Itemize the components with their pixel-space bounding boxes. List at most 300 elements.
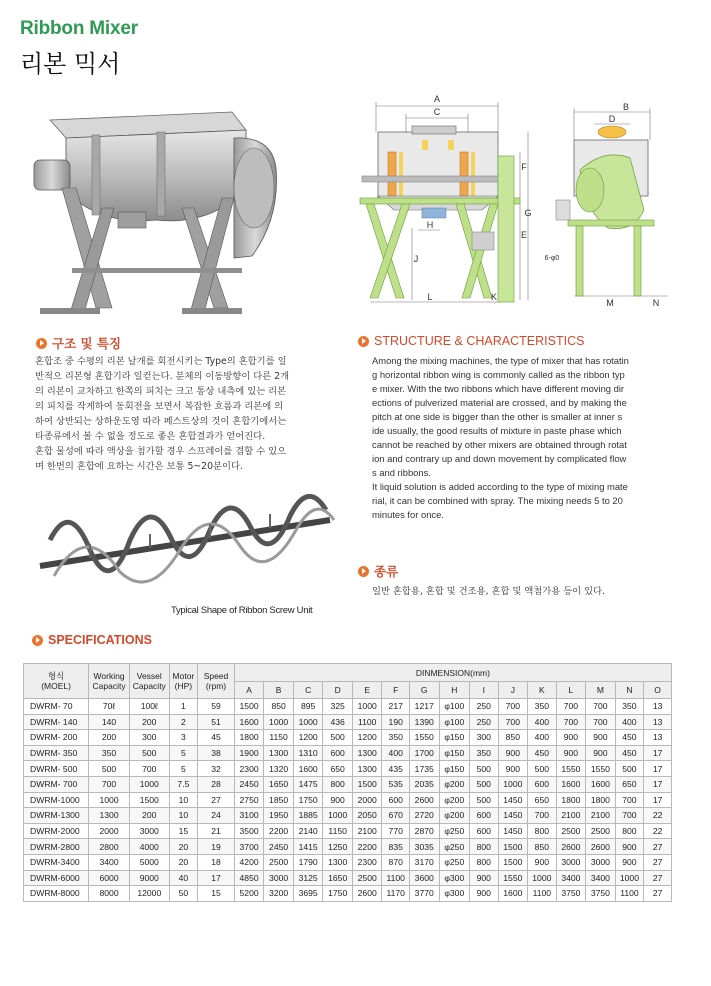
table-cell: 900 (556, 745, 586, 761)
table-cell: φ100 (439, 714, 470, 730)
table-cell: 27 (198, 792, 235, 808)
table-cell: 900 (586, 745, 616, 761)
text-line: 며 한번의 혼합에 요하는 시간은 보통 5~20분이다. (35, 461, 243, 472)
dim-label-d: D (608, 114, 616, 124)
table-cell: φ150 (439, 730, 470, 746)
table-cell: 700 (586, 714, 616, 730)
table-cell: 1600 (556, 776, 586, 792)
table-cell: 200 (89, 730, 130, 746)
table-cell: 1550 (409, 730, 439, 746)
table-cell: 900 (498, 761, 528, 777)
table-cell: 770 (382, 823, 410, 839)
text-line: e mixer. With the two ribbons which have different moving dir (372, 383, 625, 394)
table-row (24, 792, 672, 808)
table-cell: 2600 (409, 792, 439, 808)
section-bullet-icon (358, 336, 369, 347)
ribbon-mixer-photo (32, 108, 342, 320)
structure-ko-text (35, 354, 347, 474)
table-cell: 15 (198, 886, 235, 902)
section-title-text: STRUCTURE & CHARACTERISTICS (374, 334, 585, 348)
table-cell: 1450 (498, 792, 528, 808)
table-cell: 850 (264, 699, 294, 715)
dim-label-a: A (433, 94, 441, 104)
header-line: (MOEL) (41, 681, 71, 691)
table-cell: 850 (528, 839, 557, 855)
table-cell: 500 (470, 761, 499, 777)
text-line: 반적으 리본형 혼합기라 일컫는다. 분체의 이동방향이 다른 2개 (35, 371, 290, 382)
table-row (24, 730, 672, 746)
text-line: cannot be reached by other mixers are obtained through rotat (372, 439, 627, 450)
table-cell: 3000 (556, 854, 586, 870)
table-cell: 2600 (352, 886, 382, 902)
table-cell: 400 (382, 745, 410, 761)
table-cell: 700 (528, 808, 557, 824)
table-cell: 2000 (352, 792, 382, 808)
text-line: ion and contrary up and down movement by complicated flow (372, 453, 627, 464)
table-cell: 3700 (234, 839, 264, 855)
table-cell: 2500 (352, 870, 382, 886)
table-cell: 1000 (89, 792, 130, 808)
ribbon-screw-caption: Typical Shape of Ribbon Screw Unit (171, 605, 313, 616)
specifications-body (24, 699, 672, 902)
text-line: ide usually, the good results of mixture in paste phase which (372, 425, 622, 436)
table-cell: 1250 (323, 839, 353, 855)
table-cell: 1600 (234, 714, 264, 730)
table-cell: 100ℓ (129, 699, 169, 715)
table-cell: 900 (470, 886, 499, 902)
text-line: 타종류에서 볼 수 없을 정도로 좋은 혼합결과가 얻어진다. (35, 431, 266, 442)
text-line: 혼합 물성에 따라 액상을 첨가할 경우 스프레이를 겸할 수 있으 (35, 446, 287, 457)
section-title-specifications (32, 633, 152, 647)
header-line: Capacity (132, 681, 166, 691)
section-bullet-icon (32, 635, 43, 646)
table-cell: 5 (169, 745, 198, 761)
model-cell: DWRM- 700 (24, 776, 89, 792)
table-cell: 700 (615, 792, 644, 808)
table-cell: 1217 (409, 699, 439, 715)
col-header-dim-a: A (234, 682, 264, 699)
table-cell: 2450 (264, 839, 294, 855)
table-cell: 15 (169, 823, 198, 839)
table-cell: 900 (615, 854, 644, 870)
table-cell: 10 (169, 792, 198, 808)
structure-en-text (372, 354, 674, 522)
col-header-dim-j: J (498, 682, 528, 699)
table-cell: 1790 (293, 854, 323, 870)
table-cell: 500 (129, 745, 169, 761)
table-cell: 500 (470, 792, 499, 808)
table-cell: 3500 (234, 823, 264, 839)
table-cell: φ250 (439, 839, 470, 855)
table-cell: 1600 (586, 776, 616, 792)
types-text: 일반 혼합용, 혼합 및 건조용, 혼합 및 액첨가용 등이 있다. (372, 586, 606, 597)
table-cell: 300 (129, 730, 169, 746)
table-cell: 1500 (129, 792, 169, 808)
table-cell: 13 (644, 699, 672, 715)
table-cell: 1700 (409, 745, 439, 761)
table-cell: 2450 (234, 776, 264, 792)
table-cell: 3400 (556, 870, 586, 886)
col-header-speed (198, 664, 235, 699)
table-cell: 1000 (352, 699, 382, 715)
table-cell: 45 (198, 730, 235, 746)
table-cell: 325 (323, 699, 353, 715)
table-cell: 1000 (615, 870, 644, 886)
table-cell: 4000 (129, 839, 169, 855)
table-cell: 3000 (129, 823, 169, 839)
table-cell: 900 (528, 854, 557, 870)
table-cell: 17 (644, 792, 672, 808)
table-cell: 27 (644, 870, 672, 886)
col-header-dim-h: H (439, 682, 470, 699)
header-line: Vessel (136, 671, 162, 681)
table-cell: 500 (470, 776, 499, 792)
table-cell: 1150 (264, 730, 294, 746)
model-cell: DWRM-8000 (24, 886, 89, 902)
table-cell: 21 (198, 823, 235, 839)
table-cell: 3750 (586, 886, 616, 902)
text-line: s and ribbons. (372, 467, 431, 478)
table-cell: 700 (586, 699, 616, 715)
dim-label-bolt: 6-φ0 (544, 255, 560, 262)
table-cell: 1500 (352, 776, 382, 792)
model-cell: DWRM-2000 (24, 823, 89, 839)
table-cell: 2000 (89, 823, 130, 839)
table-cell: 1550 (498, 870, 528, 886)
table-cell: 450 (615, 730, 644, 746)
table-cell: 20 (169, 854, 198, 870)
page-title-ko: 리본 믹서 (20, 50, 121, 78)
table-cell: 3035 (409, 839, 439, 855)
table-cell: 10 (169, 808, 198, 824)
table-cell: 900 (586, 730, 616, 746)
table-cell: 12000 (129, 886, 169, 902)
table-cell: 4200 (234, 854, 264, 870)
table-cell: 5000 (129, 854, 169, 870)
table-cell: 700 (556, 714, 586, 730)
table-cell: 1000 (129, 776, 169, 792)
table-cell: 400 (528, 730, 557, 746)
table-cell: 800 (615, 823, 644, 839)
text-line: minutes for once. (372, 509, 444, 520)
table-cell: 1300 (352, 761, 382, 777)
table-cell: 3400 (586, 870, 616, 886)
table-cell: 1750 (293, 792, 323, 808)
table-cell: 350 (528, 699, 557, 715)
dim-label-c: C (433, 107, 441, 117)
table-cell: 3 (169, 730, 198, 746)
table-cell: φ250 (439, 854, 470, 870)
text-line: 혼합조 중 수평의 리본 날개를 회전시키는 Type의 혼합기를 일 (35, 356, 287, 367)
table-cell: 1550 (556, 761, 586, 777)
table-cell: 1950 (264, 808, 294, 824)
table-cell: 1100 (382, 870, 410, 886)
table-row (24, 776, 672, 792)
table-cell: 450 (528, 745, 557, 761)
table-cell: φ200 (439, 776, 470, 792)
table-cell: 450 (615, 745, 644, 761)
model-cell: DWRM- 70 (24, 699, 89, 715)
table-cell: 600 (323, 745, 353, 761)
header-line: Speed (203, 671, 229, 681)
table-cell: 500 (528, 761, 557, 777)
table-cell: 2600 (586, 839, 616, 855)
col-header-motor (169, 664, 198, 699)
table-cell: 1800 (234, 730, 264, 746)
table-cell: 700 (89, 776, 130, 792)
col-header-dim-m: M (586, 682, 616, 699)
table-row (24, 761, 672, 777)
table-cell: 1415 (293, 839, 323, 855)
table-cell: 500 (89, 761, 130, 777)
table-cell: 1500 (498, 854, 528, 870)
col-header-dim-n: N (615, 682, 644, 699)
text-line: 하여 상반되는 상하운도영 따라 페스트상의 것이 혼합기에서는 (35, 416, 287, 427)
table-cell: 1390 (409, 714, 439, 730)
table-cell: 27 (644, 886, 672, 902)
table-cell: 1100 (615, 886, 644, 902)
table-cell: 70ℓ (89, 699, 130, 715)
table-cell: 1300 (323, 854, 353, 870)
table-cell: 2800 (89, 839, 130, 855)
header-line: 형식 (47, 671, 65, 681)
table-cell: 1800 (556, 792, 586, 808)
col-header-dim-e: E (352, 682, 382, 699)
page-title-en: Ribbon Mixer (20, 18, 138, 39)
table-cell: φ150 (439, 745, 470, 761)
table-cell: 2600 (556, 839, 586, 855)
text-line: It liquid solution is added according to the type of mixing mate (372, 481, 628, 492)
table-cell: 535 (382, 776, 410, 792)
model-cell: DWRM-1000 (24, 792, 89, 808)
table-cell: 2200 (264, 823, 294, 839)
table-cell: 4850 (234, 870, 264, 886)
table-cell: 2200 (352, 839, 382, 855)
table-cell: 1475 (293, 776, 323, 792)
table-cell: 3000 (264, 870, 294, 886)
text-line: 의 리본이 교차하고 한쪽의 피치는 크고 통상 내측에 있는 리본 (35, 386, 287, 397)
text-line: rial, it can be combined with spray. The mixing needs 5 to 20 (372, 495, 623, 506)
table-cell: 50 (169, 886, 198, 902)
text-line: pitch at one side is bigger than the other is smaller at inner s (372, 411, 623, 422)
table-cell: 1000 (528, 870, 557, 886)
table-cell: 190 (382, 714, 410, 730)
table-cell: 1750 (323, 886, 353, 902)
table-cell: 3125 (293, 870, 323, 886)
table-cell: 1600 (498, 886, 528, 902)
specifications-table (23, 663, 672, 902)
header-line: Capacity (92, 681, 126, 691)
header-line: Working (93, 671, 125, 681)
table-cell: 1200 (293, 730, 323, 746)
table-cell: 200 (129, 808, 169, 824)
table-row (24, 699, 672, 715)
model-cell: DWRM- 200 (24, 730, 89, 746)
dim-label-m: M (606, 298, 614, 308)
col-header-dim-d: D (323, 682, 353, 699)
table-cell: 700 (498, 714, 528, 730)
table-cell: 3100 (234, 808, 264, 824)
section-bullet-icon (36, 338, 47, 349)
table-cell: 1000 (264, 714, 294, 730)
table-cell: 9000 (129, 870, 169, 886)
table-row (24, 823, 672, 839)
table-cell: 600 (382, 792, 410, 808)
col-header-dim-c: C (293, 682, 323, 699)
table-cell: 2100 (556, 808, 586, 824)
table-cell: 1450 (498, 808, 528, 824)
table-cell: 250 (470, 714, 499, 730)
col-header-model (24, 664, 89, 699)
table-cell: 1200 (352, 730, 382, 746)
col-header-dim-o: O (644, 682, 672, 699)
table-cell: 3170 (409, 854, 439, 870)
section-title-structure-ko (36, 334, 121, 352)
table-cell: 27 (644, 854, 672, 870)
table-cell: 1310 (293, 745, 323, 761)
table-cell: 18 (198, 854, 235, 870)
table-cell: 400 (615, 714, 644, 730)
text-line: ections of pulverized material are crossed, and by making the (372, 397, 627, 408)
table-cell: 200 (129, 714, 169, 730)
table-cell: 1885 (293, 808, 323, 824)
table-cell: 27 (644, 839, 672, 855)
table-cell: 500 (323, 730, 353, 746)
table-cell: 300 (470, 730, 499, 746)
table-cell: 2500 (264, 854, 294, 870)
table-cell: 1320 (264, 761, 294, 777)
table-cell: 2 (169, 714, 198, 730)
table-cell: 1850 (264, 792, 294, 808)
table-cell: 17 (644, 745, 672, 761)
table-cell: 800 (470, 854, 499, 870)
table-cell: 1450 (498, 823, 528, 839)
table-cell: 670 (382, 808, 410, 824)
table-cell: 5 (169, 761, 198, 777)
table-cell: 1800 (586, 792, 616, 808)
section-title-text: SPECIFICATIONS (48, 633, 152, 647)
table-cell: 600 (470, 808, 499, 824)
table-cell: 435 (382, 761, 410, 777)
table-cell: 900 (323, 792, 353, 808)
table-row (24, 839, 672, 855)
table-cell: 2300 (234, 761, 264, 777)
table-cell: 17 (644, 761, 672, 777)
table-cell: 650 (323, 761, 353, 777)
section-bullet-icon (358, 566, 369, 577)
table-cell: 13 (644, 730, 672, 746)
table-cell: 1650 (264, 776, 294, 792)
table-cell: 1500 (498, 839, 528, 855)
table-cell: φ300 (439, 886, 470, 902)
table-cell: 650 (615, 776, 644, 792)
dim-label-j: J (413, 254, 419, 264)
table-cell: 6000 (89, 870, 130, 886)
table-cell: 1650 (323, 870, 353, 886)
table-cell: 1100 (528, 886, 557, 902)
table-cell: 900 (615, 839, 644, 855)
table-cell: 17 (198, 870, 235, 886)
table-cell: 2720 (409, 808, 439, 824)
table-cell: 1150 (323, 823, 353, 839)
dim-label-e: E (520, 230, 528, 240)
table-cell: 3695 (293, 886, 323, 902)
table-cell: 17 (644, 776, 672, 792)
dim-label-h: H (426, 220, 434, 230)
table-cell: 800 (528, 823, 557, 839)
table-cell: 3770 (409, 886, 439, 902)
header-line: (rpm) (205, 681, 227, 691)
col-header-dim-i: I (470, 682, 499, 699)
dim-label-n: N (652, 298, 660, 308)
table-cell: 2100 (352, 823, 382, 839)
side-view-diagram (534, 100, 674, 310)
table-cell: 7.5 (169, 776, 198, 792)
table-cell: 40 (169, 870, 198, 886)
model-cell: DWRM-3400 (24, 854, 89, 870)
section-title-text: 종류 (374, 564, 399, 579)
table-cell: 835 (382, 839, 410, 855)
col-header-vessel (129, 664, 169, 699)
model-cell: DWRM-1300 (24, 808, 89, 824)
table-cell: 436 (323, 714, 353, 730)
table-cell: 1300 (89, 808, 130, 824)
table-cell: 2100 (586, 808, 616, 824)
table-cell: φ200 (439, 808, 470, 824)
table-cell: 1000 (293, 714, 323, 730)
table-cell: 51 (198, 714, 235, 730)
table-cell: 350 (89, 745, 130, 761)
table-cell: 250 (470, 699, 499, 715)
table-row (24, 714, 672, 730)
col-header-dim-f: F (382, 682, 410, 699)
col-header-working (89, 664, 130, 699)
section-title-types (358, 562, 398, 580)
col-header-dim-g: G (409, 682, 439, 699)
table-cell: 2500 (556, 823, 586, 839)
dim-label-b: B (622, 102, 630, 112)
table-cell: 1600 (293, 761, 323, 777)
header-line: (HP) (174, 681, 193, 691)
table-cell: 870 (382, 854, 410, 870)
col-header-dim-b: B (264, 682, 294, 699)
header-line: Motor (172, 671, 195, 681)
table-cell: 2750 (234, 792, 264, 808)
table-cell: 1 (169, 699, 198, 715)
table-cell: 1300 (264, 745, 294, 761)
table-cell: 1735 (409, 761, 439, 777)
table-cell: 900 (498, 745, 528, 761)
table-cell: 900 (470, 870, 499, 886)
col-header-dimension: DINMENSION(mm) (234, 664, 671, 682)
ribbon-screw-photo (30, 480, 340, 602)
table-cell: 700 (498, 699, 528, 715)
table-cell: 28 (198, 776, 235, 792)
model-cell: DWRM- 500 (24, 761, 89, 777)
table-cell: 3600 (409, 870, 439, 886)
col-header-dim-l: L (556, 682, 586, 699)
table-cell: 600 (528, 776, 557, 792)
table-row (24, 854, 672, 870)
model-cell: DWRM- 140 (24, 714, 89, 730)
table-cell: 3000 (586, 854, 616, 870)
table-cell: 3400 (89, 854, 130, 870)
dim-label-f: F (521, 162, 527, 172)
table-cell: φ150 (439, 761, 470, 777)
table-row (24, 745, 672, 761)
table-cell: 19 (198, 839, 235, 855)
front-view-diagram (352, 92, 532, 310)
